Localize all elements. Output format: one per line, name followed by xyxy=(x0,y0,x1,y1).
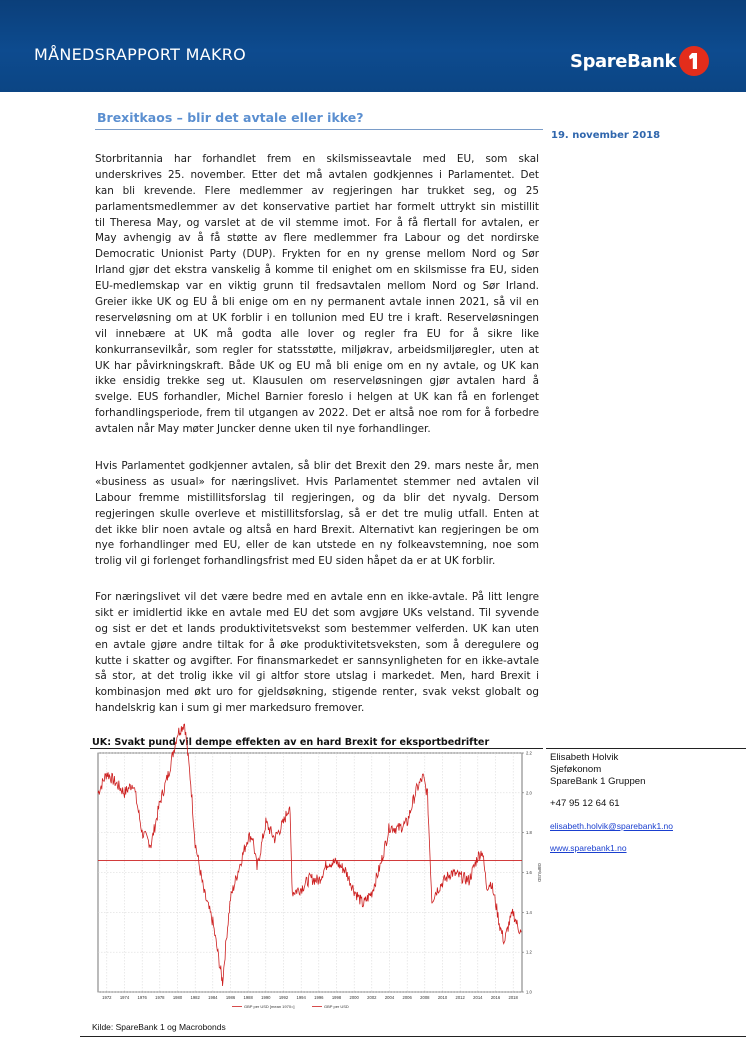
x-tick-label: 2012 xyxy=(455,995,465,1000)
text-line: og sist er det et lands produktivitetsvekst som bestemmer velferden. UK kan uten xyxy=(95,622,539,635)
text-line: ikke ensidig trekke seg ut. Klausulen om reserveløsningen gjør avtalen hard å xyxy=(95,375,539,388)
contact-org: SpareBank 1 Gruppen xyxy=(550,776,646,787)
x-tick-label: 1984 xyxy=(208,995,218,1000)
x-tick-label: 1976 xyxy=(137,995,147,1000)
x-tick-label: 1980 xyxy=(172,995,183,1000)
text-line: kan bli krevende. Flere medlemmer av regjeringen har trukket seg, og 25 xyxy=(95,184,539,197)
text-line: Hvis Parlamentet godkjenner avtalen, så blir det Brexit den 29. mars neste år, men xyxy=(95,460,539,472)
contact-card xyxy=(550,752,673,854)
x-tick-label: 2016 xyxy=(490,995,501,1000)
text-line: «business as usual» for næringslivet. Hvis Parlamentet stemmer ned avtalen vil xyxy=(95,475,539,488)
text-line: en avtale gjøre andre tiltak for å øke produktivitetsveksten, som å deregulere og xyxy=(95,638,539,651)
x-tick-label: 1982 xyxy=(190,995,200,1000)
contact-divider xyxy=(546,748,746,749)
text-line: Labour fremme mistillitsforslag til regjeringen, og da blir det nyvalg. Dersom xyxy=(95,491,539,504)
y-tick-label: 2.0 xyxy=(526,790,532,796)
title-divider xyxy=(95,129,543,130)
x-tick-label: 1996 xyxy=(314,995,324,1000)
x-tick-label: 2018 xyxy=(508,995,518,1000)
text-line: trolig vil gi forlenget forhandlingsfrist med EU siden håpet da er at UK forblir. xyxy=(95,555,496,568)
x-tick-label: 2004 xyxy=(384,995,395,1000)
x-tick-label: 2000 xyxy=(349,995,359,1000)
text-line: vil innebære at UK må godta alle lover og regler fra EU for å sikre like xyxy=(95,327,539,340)
report-title: MÅNEDSRAPPORT MAKRO xyxy=(34,45,247,64)
article-title: Brexitkaos – blir det avtale eller ikke? xyxy=(97,110,364,125)
text-line: konkurransevilkår, som regler for statsstøtte, miljøkrav, arbeidsmiljøregler, uten at xyxy=(95,343,539,356)
logo-one-glyph xyxy=(679,46,709,76)
paragraph-1 xyxy=(95,152,539,438)
x-tick-label: 1974 xyxy=(119,995,130,1000)
x-tick-label: 1978 xyxy=(155,995,165,1000)
text-line: forhandlingsperiode, frem til utgangen av 2022. Det er altså noe rom for å forbedre xyxy=(95,407,539,420)
text-line: regjeringen skulle overleve et mistillitsforslag, så er det tre mulig utfall. Enten at xyxy=(95,507,539,520)
text-line: avtalen når May møter Juncker denne uken til nye forhandlinger. xyxy=(95,423,431,436)
y-tick-label: 1.0 xyxy=(526,989,532,995)
y-tick-label: 1.4 xyxy=(526,909,532,915)
footer-divider xyxy=(80,1036,746,1037)
legend-label-1: GBP per USD [mean 1970=] xyxy=(244,1004,295,1009)
text-line: svelge. EUS forhandler, Michel Barnier foreslo i helgen at UK kan få en forlenget xyxy=(95,391,539,404)
x-tick-label: 1992 xyxy=(278,995,289,1000)
x-tick-label: 2014 xyxy=(473,995,483,1000)
contact-name: Elisabeth Holvik xyxy=(550,752,619,763)
contact-email-link[interactable]: elisabeth.holvik@sparebank1.no xyxy=(550,821,673,831)
contact-role: Sjeføkonom xyxy=(550,764,602,775)
sparebank1-logo[interactable] xyxy=(570,44,709,78)
x-tick-label: 2006 xyxy=(402,995,412,1000)
gbp-usd-chart xyxy=(88,749,540,1017)
text-line: så stor, at det trolig ikke vil gi altfor store utslag i markedet. Men, hard Brexit i xyxy=(95,670,539,683)
text-line: parlamentsmedlemmer av det konservative partiet har formelt uttrykt sin mistillit xyxy=(95,200,539,213)
text-line: May avhengig av å få støtte av flere medlemmer fra Labour og det nordirske xyxy=(95,232,539,245)
text-line: nye forhandlinger med EU, eller de kan utstede en ny folkeavstemning, noe som xyxy=(95,539,539,552)
x-tick-label: 2010 xyxy=(437,995,448,1000)
text-line: til Theresa May, og varslet at de vil stemme imot. For å få flertall for avtalen, er xyxy=(95,216,539,229)
y-axis-label: GBP/USD xyxy=(537,863,542,882)
x-tick-label: 1988 xyxy=(243,995,253,1000)
text-line: reserveløsning om at UK forblir i en tollunion med EU tre i kraft. Reserveløsningen xyxy=(95,311,539,324)
logo-one-badge xyxy=(679,46,709,76)
text-line: Democratic Unionist Party (DUP). Frykten for en ny grense mellom Nord og Sør xyxy=(95,248,539,261)
y-tick-label: 1.6 xyxy=(526,870,532,875)
chart-source: Kilde: SpareBank 1 og Macrobonds xyxy=(92,1022,226,1032)
text-line: underskrives 25. november. Etter det må avtalen godkjennes i Parlamentet. Det xyxy=(95,168,539,181)
header-banner xyxy=(0,0,746,92)
x-tick-label: 1998 xyxy=(331,995,342,1000)
y-tick-label: 1.8 xyxy=(526,830,532,836)
text-line: sikt er imidlertid ikke en avtale med EU det som avgjøre UKs velstand. Til syvende xyxy=(95,606,539,619)
text-line: kutte i skatter og avgifter. For finansmarkedet er sannsynligheten for en ikke-avtale xyxy=(95,654,539,667)
text-line: Greier ikke UK og EU å bli enige om en ny permanent avtale innen 2021, så vil en xyxy=(95,296,539,309)
text-line: Irland gjør det ekstra vanskelig å komme til enighet om en skilsmisse fra EU, siden xyxy=(95,264,539,277)
contact-phone: +47 95 12 64 61 xyxy=(550,798,620,809)
x-tick-label: 1994 xyxy=(296,995,306,1000)
text-line: For næringslivet vil det være bedre med en avtale enn en ikke-avtale. På litt lengre xyxy=(95,591,539,603)
website-link[interactable]: www.sparebank1.no xyxy=(550,843,627,853)
text-line: handelskrig kan i sum gi mer markedsuro fremover. xyxy=(95,702,365,715)
text-line: EU-medlemskap var en viktig grunn til fredsavtalen mellom Nord og Sør Irland. xyxy=(95,280,539,293)
y-tick-label: 1.2 xyxy=(526,949,532,955)
logo-wordmark: SpareBank xyxy=(570,50,677,72)
text-line: kombinasjon med økt uro for gjeldsøkning, stigende renter, svak vekst globalt og xyxy=(95,686,539,699)
report-date: 19. november 2018 xyxy=(551,130,661,141)
paragraph-2 xyxy=(95,459,539,570)
x-tick-label: 2008 xyxy=(420,995,430,1000)
x-tick-label: 1972 xyxy=(102,995,112,1000)
text-line: UK har påvirkningskraft. Både UK og EU må bli enige om en ny avtale, og UK kan xyxy=(95,359,539,372)
x-tick-label: 1990 xyxy=(261,995,271,1000)
legend-label-2: GBP per USD xyxy=(324,1004,349,1009)
y-tick-label: 2.2 xyxy=(526,750,532,756)
chart-caption: UK: Svakt pund vil dempe effekten av en hard Brexit for eksportbedrifter xyxy=(92,737,490,748)
x-tick-label: 1986 xyxy=(225,995,236,1000)
text-line: Storbritannia har forhandlet frem en skilsmisseavtale med EU, som skal xyxy=(95,153,539,165)
text-line: det ikke blir noen avtale og altså en hard Brexit. Alternativt kan regjeringen be om xyxy=(95,523,539,536)
x-tick-label: 2002 xyxy=(367,995,377,1000)
paragraph-3 xyxy=(95,590,539,717)
